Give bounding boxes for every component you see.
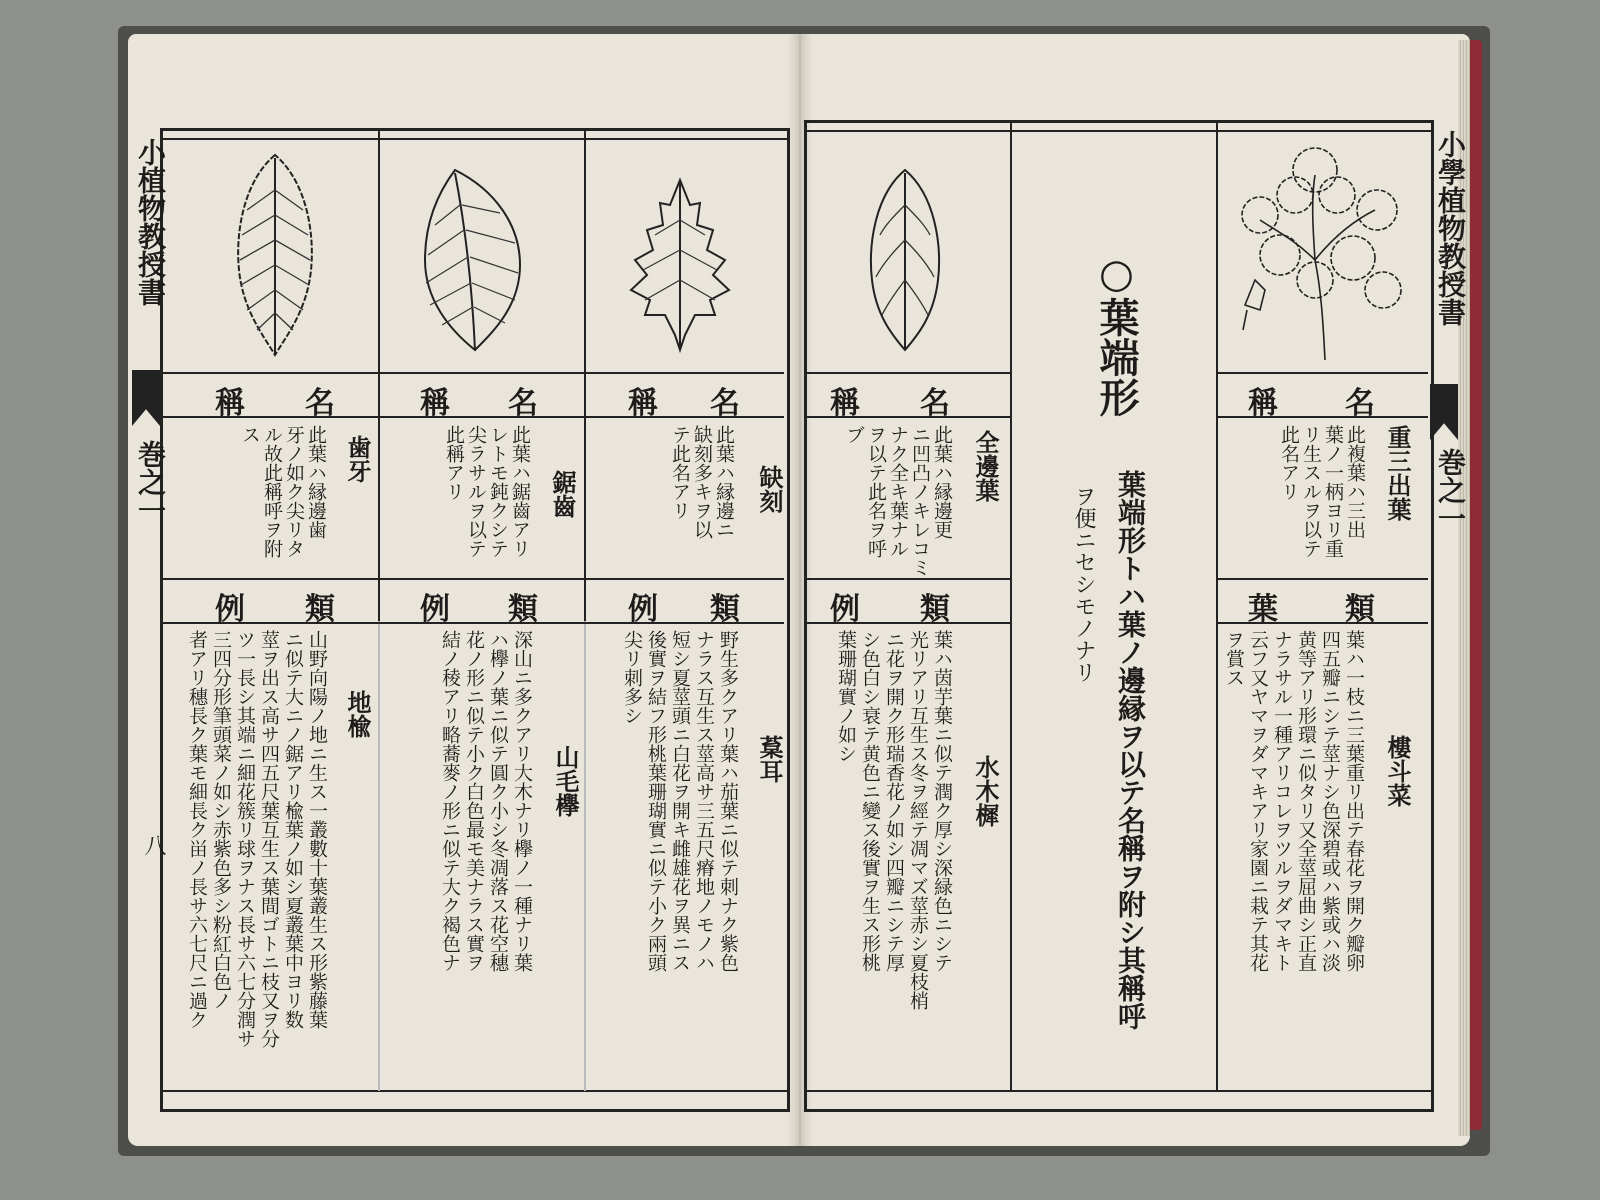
desc-dentate-1: 此葉ハ縁邊歯	[305, 425, 327, 539]
desc-dentate-2: 牙ノ如ク尖リタ	[283, 425, 305, 558]
leaf-dentate-icon	[225, 150, 325, 360]
leaf-entire-icon	[860, 165, 950, 355]
desc-entire-4: ヲ以テ此名ヲ呼	[865, 425, 887, 558]
right-rule-a1	[807, 372, 1010, 374]
example-chiyu-6: 者アリ穗長ク葉モ細長ク畄ノ長サ六七尺ニ過ク	[186, 630, 208, 1029]
page-number: 八	[141, 834, 166, 856]
example-chiyu-1: 山野向陽ノ地ニ生ス一叢數十葉叢生ス形紫藤葉	[306, 630, 328, 1029]
left-col-faint-2	[584, 621, 586, 1091]
example-mokkoku-4: シ色白シ衰テ黄色ニ變ス後實ヲ生ス形桃	[859, 630, 881, 972]
desc-trifoliate-1: 此複葉ハ三出	[1344, 425, 1366, 539]
example-odamaki-1: 葉ハ一枝ニ三葉重リ出テ春花ヲ開ク瓣卵	[1343, 630, 1365, 972]
desc-serrate-4: 此稱アリ	[443, 425, 465, 501]
trifoliate-icon	[1235, 140, 1410, 365]
header-example-2: 例	[420, 592, 450, 627]
example-buna-4: 結ノ稜アリ略蕎麥ノ形ニ似テ大ク褐色ナ	[439, 630, 461, 972]
example-mokkoku-1: 葉ハ茵芋葉ニ似テ潤ク厚シ深緑色ニシテ	[931, 630, 953, 972]
desc-dentate-3: ル故此稱呼ヲ附	[261, 425, 283, 558]
desc-trifoliate-2: 葉ノ一柄ヨリ重	[1322, 425, 1344, 558]
example-onamomi-5: 尖リ刺多シ	[621, 630, 643, 725]
desc-dentate-4: ス	[239, 425, 261, 444]
red-cover-edge	[1470, 40, 1482, 1130]
example-mokkoku: 水木樨	[971, 755, 1000, 827]
example-odamaki-6: ヲ賞ス	[1223, 630, 1245, 687]
example-buna-2: ハ欅ノ葉ニ似テ圓ク小シ冬凋落ス花空穗	[487, 630, 509, 972]
right-col-divider-1	[1010, 123, 1012, 1091]
desc-entire-2: ニ凹凸ノキレコミ	[909, 425, 931, 577]
example-odamaki-2: 四五瓣ニシテ莖ナシ色深碧或ハ紫或ハ淡	[1319, 630, 1341, 972]
example-chiyu-2: ニ似テ大ニノ鋸アリ楡葉ノ如シ夏叢葉中ヨリ数	[282, 630, 304, 1029]
leaf-serrate-icon	[420, 165, 530, 355]
desc-serrate-3: 尖ラサルヲ以テ	[465, 425, 487, 558]
desc-serrate-2: レトモ鈍クシテ	[487, 425, 509, 558]
header-class-2: 類	[508, 592, 538, 627]
desc-incised-2: 缺刻多キヲ以	[691, 425, 713, 539]
desc-trifoliate-3: リ生スルヲ以テ	[1300, 425, 1322, 558]
intro-line-2: ヲ便ニセシモノナリ	[1071, 485, 1096, 683]
section-heading: ○葉端形	[1093, 250, 1140, 417]
right-rule-c2	[1218, 578, 1428, 580]
example-onamomi-4: 後實ヲ結フ形桃葉珊瑚實ニ似テ小ク兩頭	[645, 630, 667, 972]
right-col-divider-2	[1216, 123, 1218, 1091]
header-leaf-5: 葉	[1248, 592, 1278, 627]
example-odamaki-3: 黄等アリ形環ニ似タリ又全莖屈曲シ正直	[1295, 630, 1317, 972]
right-volume: 巻之一	[1434, 448, 1467, 532]
desc-serrate-1: 此葉ハ鋸齒アリ	[509, 425, 531, 558]
right-rule-c1	[807, 578, 1010, 580]
example-buna: 山毛欅	[551, 745, 580, 817]
header-name-2: 名	[508, 386, 538, 421]
header-example-1: 例	[215, 592, 245, 627]
header-appellation-2: 稱	[420, 386, 450, 421]
left-col-faint-1	[378, 621, 380, 1091]
left-rule-b	[163, 416, 784, 418]
example-onamomi-3: 短シ夏莖頭ニ白花ヲ開キ雌雄花ヲ異ニス	[669, 630, 691, 972]
left-rule-a	[163, 372, 784, 374]
desc-incised-3: テ此名アリ	[669, 425, 691, 520]
desc-incised-1: 此葉ハ縁邊ニ	[713, 425, 735, 539]
desc-trifoliate-4: 此名アリ	[1278, 425, 1300, 501]
header-name-5: 名	[1345, 386, 1375, 421]
header-class-4: 類	[920, 592, 950, 627]
header-example-3: 例	[628, 592, 658, 627]
header-appellation-4: 稱	[830, 386, 860, 421]
example-mokkoku-3: ニ花ヲ開ク形瑞香花ノ如シ四瓣ニシテ厚	[883, 630, 905, 972]
example-onamomi-2: ナラス互生ス莖高サ三五尺瘠地ノモノハ	[693, 630, 715, 972]
left-volume: 巻之一	[134, 440, 167, 524]
example-mokkoku-5: 葉珊瑚實ノ如シ	[835, 630, 857, 763]
term-incised: 缺刻	[755, 465, 784, 513]
example-odamaki-5: 云フ又ヤマヲダマキアリ家園ニ栽テ其花	[1247, 630, 1269, 972]
left-rule-d	[163, 622, 784, 624]
example-mokkoku-2: 光リアリ互生ス冬ヲ經テ凋マズ莖赤シ夏枝梢	[907, 630, 929, 1010]
example-buna-3: 花ノ形ニ似テ小ク白色最モ美ナラス實ヲ	[463, 630, 485, 972]
example-buna-1: 深山ニ多クアリ大木ナリ欅ノ一種ナリ葉	[511, 630, 533, 972]
header-name-4: 名	[920, 386, 950, 421]
left-col-divider-2	[584, 131, 586, 621]
right-rule-a2	[1218, 372, 1428, 374]
header-name-3: 名	[710, 386, 740, 421]
right-bottom-rule	[804, 1090, 1432, 1092]
example-odamaki: 樓斗菜	[1383, 735, 1412, 807]
left-bottom-rule	[160, 1090, 788, 1092]
example-odamaki-4: ナラサル一種アリコレヲツルヲダマキト	[1271, 630, 1293, 972]
left-side-title: 小植物教授書	[134, 138, 167, 306]
left-col-divider-1	[378, 131, 380, 621]
example-onamomi-1: 野生多クアリ葉ハ茄葉ニ似テ刺ナク紫色	[717, 630, 739, 972]
term-dentate: 歯牙	[343, 435, 372, 483]
header-class-1: 類	[305, 592, 335, 627]
header-appellation-1: 稱	[215, 386, 245, 421]
example-onamomi: 葈耳	[755, 735, 784, 783]
header-appellation-3: 稱	[628, 386, 658, 421]
desc-entire-1: 此葉ハ縁邊更	[931, 425, 953, 539]
header-class-5: 類	[1345, 592, 1375, 627]
right-top-rule	[804, 130, 1432, 132]
example-chiyu: 地楡	[343, 690, 372, 738]
desc-entire-5: ブ	[843, 425, 865, 444]
example-chiyu-5: 三四分形筆頭菜ノ如シ赤紫色多シ粉紅白色ノ	[210, 630, 232, 1010]
intro-line-1: 葉端形トハ葉ノ邊縁ヲ以テ名稱ヲ附シ其稱呼	[1114, 470, 1147, 1030]
example-chiyu-4: ツ一長シ其端ニ細花簇リ球ヲナス長サ六七分潤サ	[234, 630, 256, 1048]
header-example-4: 例	[830, 592, 860, 627]
term-serrate: 鋸齒	[548, 470, 577, 518]
leaf-incised-icon	[625, 175, 735, 355]
term-entire: 全邊葉	[971, 430, 1000, 502]
desc-entire-3: ナク全キ葉ナル	[887, 425, 909, 558]
left-top-rule	[160, 138, 788, 140]
right-side-title: 小學植物教授書	[1434, 130, 1467, 326]
term-trifoliate: 重三出葉	[1383, 425, 1412, 521]
header-name-1: 名	[305, 386, 335, 421]
header-appellation-5: 稱	[1248, 386, 1278, 421]
left-rule-c	[163, 578, 784, 580]
example-chiyu-3: 莖ヲ出ス高サ四五尺葉互生ス葉間ゴトニ枝又ヲ分	[258, 630, 280, 1048]
header-class-3: 類	[710, 592, 740, 627]
